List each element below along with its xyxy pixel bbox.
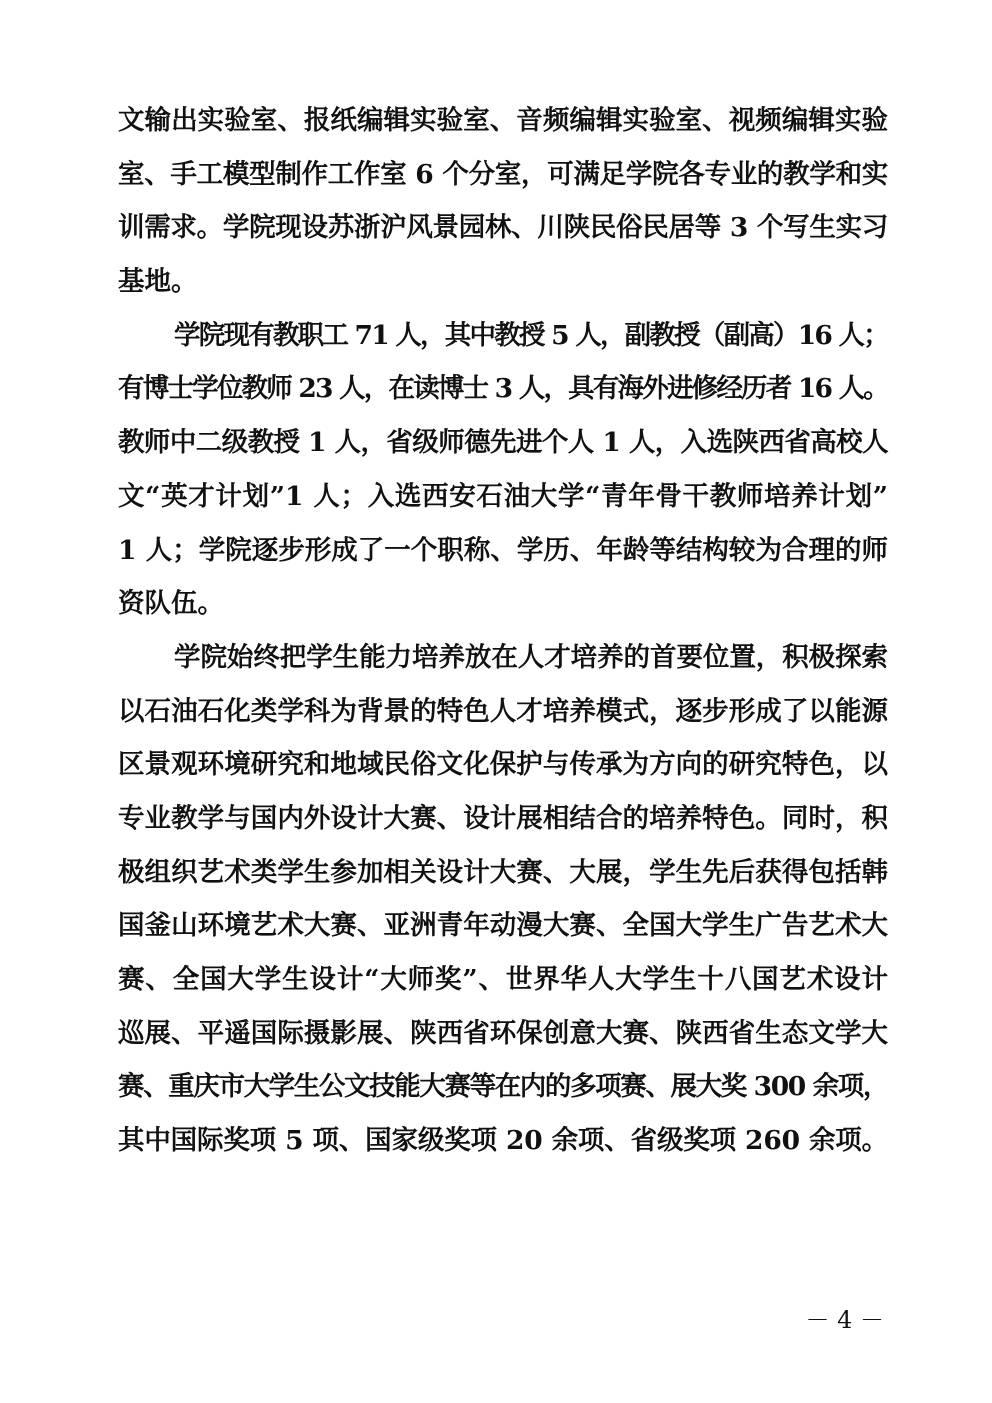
paragraph-1-line-3: 训需求。学院现设苏浙沪风景园林、川陕民俗民居等 3 个写生实习: [118, 212, 888, 244]
paragraph-3-line-3: 区景观环境研究和地域民俗文化保护与传承为方向的研究特色，以: [118, 749, 888, 781]
document-body: [118, 94, 888, 1168]
paragraph-2-line-5: 1 人；学院逐步形成了一个职称、学历、年龄等结构较为合理的师: [118, 534, 888, 566]
paragraph-3-line-8: 巡展、平遥国际摄影展、陕西省环保创意大赛、陕西省生态文学大: [118, 1017, 888, 1049]
paragraph-3-line-2: 以石油石化类学科为背景的特色人才培养模式，逐步形成了以能源: [118, 695, 888, 727]
paragraph-2-line-6: 资队伍。: [118, 588, 224, 620]
paragraph-3-line-7: 赛、全国大学生设计“大师奖”、世界华人大学生十八国艺术设计: [118, 964, 888, 995]
paragraph-2-line-2: 有博士学位教师 23 人，在读博士 3 人，具有海外进修经历者 16 人。: [118, 373, 888, 405]
paragraph-3-line-5: 极组织艺术类学生参加相关设计大赛、大展，学生先后获得包括韩: [118, 856, 888, 888]
paragraph-3-line-10: 其中国际奖项 5 项、国家级奖项 20 余项、省级奖项 260 余项。: [118, 1125, 888, 1157]
paragraph-1-line-1: 文输出实验室、报纸编辑实验室、音频编辑实验室、视频编辑实验: [118, 105, 888, 136]
paragraph-3-line-4: 专业教学与国内外设计大赛、设计展相结合的培养特色。同时，积: [118, 802, 888, 834]
page-number: － 4 －: [805, 1306, 884, 1334]
paragraph-2-line-1: 学院现有教职工 71 人，其中教授 5 人，副教授（副高）16 人；: [174, 319, 888, 351]
paragraph-2-line-4: 文“英才计划”1 人；入选西安石油大学“青年骨干教师培养计划”: [118, 480, 888, 512]
paragraph-1-line-4: 基地。: [118, 266, 198, 298]
paragraph-2-line-3: 教师中二级教授 1 人，省级师德先进个人 1 人，入选陕西省高校人: [118, 427, 888, 459]
paragraph-3-line-6: 国釜山环境艺术大赛、亚洲青年动漫大赛、全国大学生广告艺术大: [118, 910, 888, 942]
paragraph-3-line-1: 学院始终把学生能力培养放在人才培养的首要位置，积极探索: [174, 641, 888, 673]
paragraph-1-line-2: 室、手工模型制作工作室 6 个分室，可满足学院各专业的教学和实: [118, 158, 888, 190]
paragraph-3-line-9: 赛、重庆市大学生公文技能大赛等在内的多项赛、展大奖 300 余项，: [118, 1071, 888, 1103]
